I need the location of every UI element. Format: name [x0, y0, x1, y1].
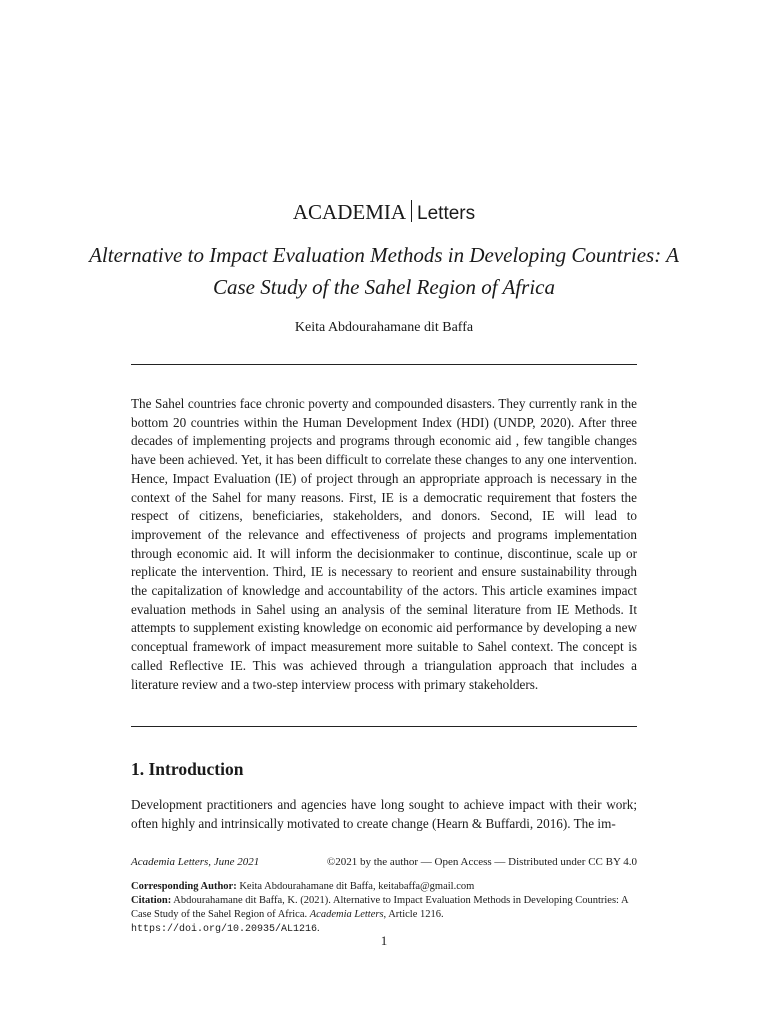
brand-divider: [411, 200, 412, 222]
brand-sub: Letters: [417, 203, 476, 224]
journal-date: Academia Letters, June 2021: [131, 856, 260, 868]
citation-text: Abdourahamane dit Baffa, K. (2021). Alternative to Impact Evaluation Methods in Developing Countries: A Case Study of the Sahel Region of Africa.: [131, 895, 629, 920]
article-author: Keita Abdourahamane dit Baffa: [294, 320, 474, 335]
doi-link[interactable]: https://doi.org/10.20935/AL1216: [131, 924, 318, 935]
abstract-bottom-rule: [131, 726, 637, 727]
corresponding-value: Keita Abdourahamane dit Baffa, keitabaffa@gmail.com: [239, 881, 475, 892]
page-number: 1: [380, 933, 388, 948]
doi-suffix: .: [317, 923, 320, 934]
brand-name: ACADEMIA: [292, 200, 407, 224]
introduction-text: Development practitioners and agencies have long sought to achieve impact with their work; often highly and intrinsically motivated to create change (Hearn & Buffardi, 2016). The im-: [131, 797, 637, 831]
section-heading: 1. Introduction: [131, 759, 244, 779]
footer-metadata: [131, 880, 637, 937]
article-title: Alternative to Impact Evaluation Methods in Developing Countries: A Case Study of the Sahel Region of Africa: [89, 243, 679, 299]
journal-brand: [0, 198, 768, 228]
corresponding-author: [131, 880, 637, 894]
citation-journal: Academia Letters: [309, 909, 384, 920]
abstract-top-rule: [131, 364, 637, 365]
citation-label: Citation:: [131, 895, 172, 906]
citation: [131, 894, 637, 922]
corresponding-label: Corresponding Author:: [131, 881, 237, 892]
footer-journal-line: [131, 855, 637, 869]
license-text: ©2021 by the author — Open Access — Distributed under CC BY 4.0: [326, 856, 637, 868]
abstract-text: The Sahel countries face chronic poverty and compounded disasters. They currently rank in the bottom 20 countries within the Human Development Index (HDI) (UNDP, 2020). After three decades of implementing projects and programs through economic aid , few tangible changes have been achieved. Yet, it has been difficult to correlate these changes to any one intervention. Hence, Impact Evaluation (IE) of project through an appropriate approach is necessary in the context of the Sahel for many reasons. First, IE is a democratic requirement that fosters the respect of citizens, beneficiaries, stakeholders, and donors. Second, IE will lead to improvement of the relevance and effectiveness of projects and programs implementation through economic aid. It will inform the decisionmaker to continue, discontinue, scale up or replicate the intervention. Third, IE is necessary to reorient and ensure sustainability through the capitalization of knowledge and accountability of the actors. This article examines impact evaluation methods in Sahel using an analysis of the seminal literature from IE Methods. It attempts to supplement existing knowledge on economic aid performance by developing a new conceptual framework of impact measurement more suitable to Sahel context. The concept is called Reflective IE. This was achieved through a triangulation approach that includes a literature review and a two-step interview process with primary stakeholders.: [131, 396, 637, 692]
citation-article: , Article 1216.: [383, 909, 444, 920]
